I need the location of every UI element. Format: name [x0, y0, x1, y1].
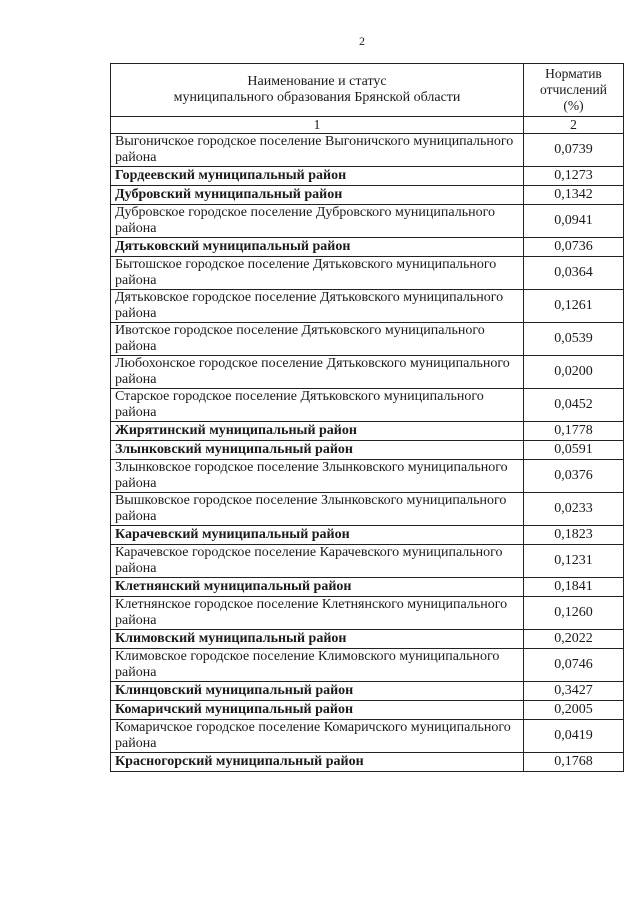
- municipality-name: Дятьковский муниципальный район: [111, 238, 524, 257]
- deduction-rate: 0,0364: [524, 257, 624, 290]
- table-row: [111, 205, 624, 238]
- column-number-2: 2: [524, 117, 624, 134]
- municipality-name: Клетнянское городское поселение Клетнянского муниципального района: [111, 597, 524, 630]
- deduction-rate: 0,0233: [524, 493, 624, 526]
- deduction-rate: 0,0452: [524, 389, 624, 422]
- norms-table: [110, 63, 624, 772]
- page-number: 2: [359, 34, 365, 48]
- table-row: [111, 441, 624, 460]
- municipality-name: Старское городское поселение Дятьковского муниципального района: [111, 389, 524, 422]
- deduction-rate: 0,2005: [524, 701, 624, 720]
- municipality-name: Злынковское городское поселение Злынковского муниципального района: [111, 460, 524, 493]
- table-row: [111, 630, 624, 649]
- deduction-rate: 0,0736: [524, 238, 624, 257]
- deduction-rate: 0,1778: [524, 422, 624, 441]
- municipality-name: Любохонское городское поселение Дятьковского муниципального района: [111, 356, 524, 389]
- table-row: [111, 526, 624, 545]
- deduction-rate: 0,1273: [524, 167, 624, 186]
- deduction-rate: 0,1342: [524, 186, 624, 205]
- municipality-name: Вышковское городское поселение Злынковского муниципального района: [111, 493, 524, 526]
- column-number-row: [111, 117, 624, 134]
- deduction-rate: 0,0419: [524, 720, 624, 753]
- deduction-rate: 0,3427: [524, 682, 624, 701]
- table-row: [111, 701, 624, 720]
- deduction-rate: 0,0200: [524, 356, 624, 389]
- deduction-rate: 0,1260: [524, 597, 624, 630]
- municipality-name: Злынковский муниципальный район: [111, 441, 524, 460]
- deduction-rate: 0,0591: [524, 441, 624, 460]
- municipality-name: Клинцовский муниципальный район: [111, 682, 524, 701]
- table-row: [111, 356, 624, 389]
- table-row: [111, 422, 624, 441]
- municipality-name: Гордеевский муниципальный район: [111, 167, 524, 186]
- header-rate-cell: [524, 64, 624, 117]
- municipality-name: Бытошское городское поселение Дятьковского муниципального района: [111, 257, 524, 290]
- header-name-line1: Наименование и статус: [247, 74, 387, 89]
- municipality-name: Красногорский муниципальный район: [111, 753, 524, 772]
- deduction-rate: 0,0376: [524, 460, 624, 493]
- header-name-cell: [111, 64, 524, 117]
- table-row: [111, 597, 624, 630]
- table-row: [111, 649, 624, 682]
- table-row: [111, 389, 624, 422]
- table-row: [111, 134, 624, 167]
- municipality-name: Дубровский муниципальный район: [111, 186, 524, 205]
- table-row: [111, 753, 624, 772]
- municipality-name: Выгоничское городское поселение Выгоничского муниципального района: [111, 134, 524, 167]
- deduction-rate: 0,2022: [524, 630, 624, 649]
- table-row: [111, 323, 624, 356]
- municipality-name: Комаричский муниципальный район: [111, 701, 524, 720]
- table-row: [111, 545, 624, 578]
- header-rate-line2: отчислений: [540, 82, 607, 97]
- table-row: [111, 682, 624, 701]
- deduction-rate: 0,1841: [524, 578, 624, 597]
- deduction-rate: 0,1261: [524, 290, 624, 323]
- table-row: [111, 460, 624, 493]
- table-row: [111, 257, 624, 290]
- header-rate-line1: Норматив: [545, 66, 602, 81]
- header-rate-line3: (%): [563, 98, 584, 113]
- municipality-name: Дубровское городское поселение Дубровского муниципального района: [111, 205, 524, 238]
- deduction-rate: 0,0739: [524, 134, 624, 167]
- municipality-name: Жирятинский муниципальный район: [111, 422, 524, 441]
- deduction-rate: 0,0539: [524, 323, 624, 356]
- header-name-line2: муниципального образования Брянской области: [173, 90, 461, 105]
- municipality-name: Климовское городское поселение Климовского муниципального района: [111, 649, 524, 682]
- deduction-rate: 0,1768: [524, 753, 624, 772]
- table-row: [111, 493, 624, 526]
- municipality-name: Карачевский муниципальный район: [111, 526, 524, 545]
- municipality-name: Клетнянский муниципальный район: [111, 578, 524, 597]
- municipality-name: Ивотское городское поселение Дятьковского муниципального района: [111, 323, 524, 356]
- table-row: [111, 238, 624, 257]
- municipality-name: Климовский муниципальный район: [111, 630, 524, 649]
- table-row: [111, 578, 624, 597]
- table-row: [111, 186, 624, 205]
- table-row: [111, 720, 624, 753]
- deduction-rate: 0,1823: [524, 526, 624, 545]
- municipality-name: Дятьковское городское поселение Дятьковского муниципального района: [111, 290, 524, 323]
- table-row: [111, 290, 624, 323]
- municipality-name: Карачевское городское поселение Карачевского муниципального района: [111, 545, 524, 578]
- deduction-rate: 0,0941: [524, 205, 624, 238]
- column-number-1: 1: [111, 117, 524, 134]
- municipality-name: Комаричское городское поселение Комаричского муниципального района: [111, 720, 524, 753]
- table-row: [111, 167, 624, 186]
- deduction-rate: 0,1231: [524, 545, 624, 578]
- deduction-rate: 0,0746: [524, 649, 624, 682]
- table-header-row: [111, 64, 624, 117]
